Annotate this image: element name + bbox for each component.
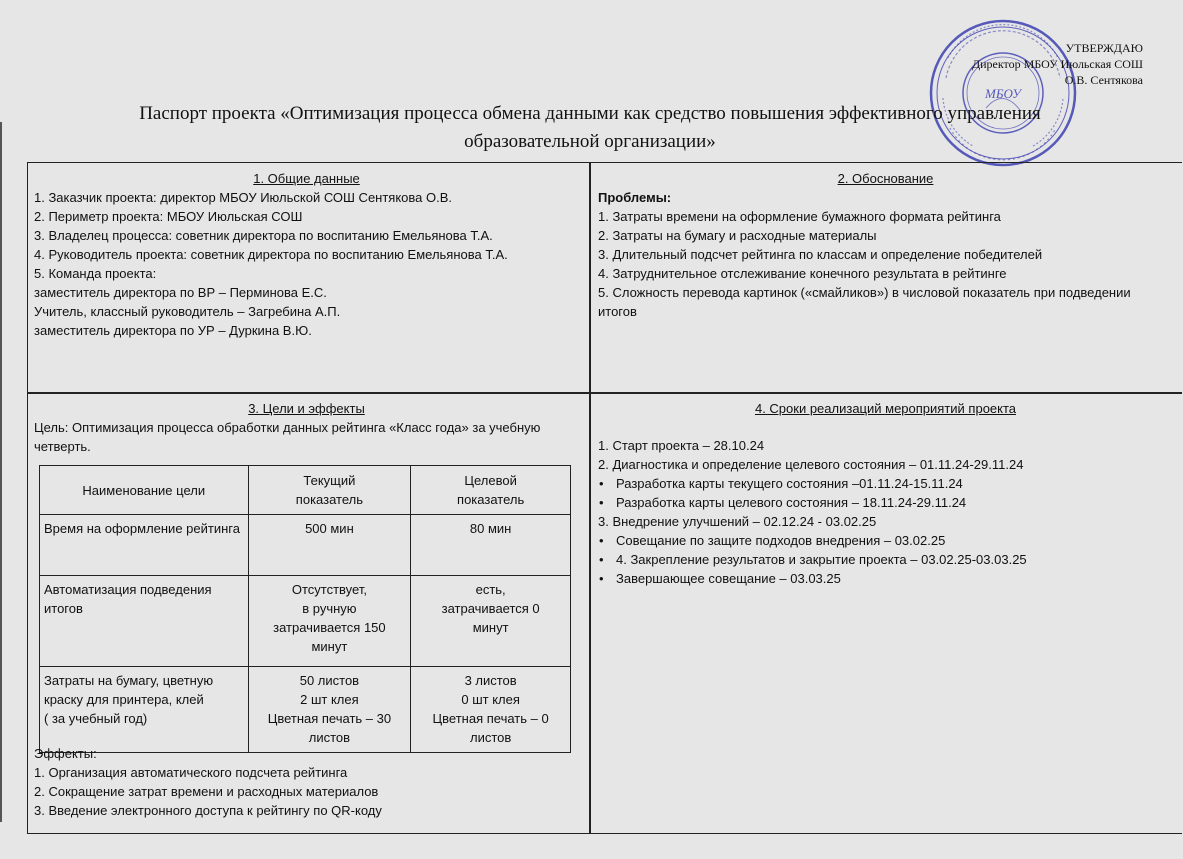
section-heading: 4. Сроки реализаций мероприятий проекта <box>754 401 1017 416</box>
general-line: 3. Владелец процесса: советник директора по воспитанию Емельянова Т.А. <box>34 228 493 243</box>
effect-item: 3. Введение электронного доступа к рейтингу по QR-коду <box>34 803 382 818</box>
general-line: 5. Команда проекта: <box>34 266 157 281</box>
team-member: заместитель директора по ВР – Перминова Е.С. <box>34 285 327 300</box>
team-member: Учитель, классный руководитель – Загребина А.П. <box>34 304 341 319</box>
section-heading: 2. Обоснование <box>837 171 934 186</box>
schedule-bullet-item: • Разработка карты текущего состояния –01.11.24-15.11.24 <box>598 474 1173 493</box>
team-member: заместитель директора по УР – Дуркина В.Ю. <box>34 323 312 338</box>
section-goals-effects <box>34 399 579 456</box>
problems-label: Проблемы: <box>598 190 672 205</box>
problem-item: 2. Затраты на бумагу и расходные материалы <box>598 228 877 243</box>
svg-text:МБОУ: МБОУ <box>985 86 1021 101</box>
document-title <box>70 100 1110 156</box>
general-line: 2. Периметр проекта: МБОУ Июльская СОШ <box>34 209 303 224</box>
table-cell: 80 мин <box>411 515 571 576</box>
grid-divider-vertical <box>589 163 591 833</box>
table-cell: Затраты на бумагу, цветную краску для принтера, клей ( за учебный год) <box>40 667 249 753</box>
section-heading: 1. Общие данные <box>253 171 360 186</box>
title-line-2: образовательной организации» <box>464 131 716 152</box>
effect-item: 2. Сокращение затрат времени и расходных материалов <box>34 784 379 799</box>
table-cell: 3 листов 0 шт клея Цветная печать – 0 листов <box>411 667 571 753</box>
table-cell: Автоматизация подведения итогов <box>40 576 249 667</box>
goal-statement: Цель: Оптимизация процесса обработки данных рейтинга «Класс года» за учебную четверть. <box>34 420 541 454</box>
table-header-cell: Наименование цели <box>40 466 249 515</box>
section-justification <box>598 169 1173 321</box>
general-line: 4. Руководитель проекта: советник директора по воспитанию Емельянова Т.А. <box>34 247 508 262</box>
table-header-cell: Целевой показатель <box>411 466 571 515</box>
goals-table <box>39 465 571 753</box>
section-schedule <box>598 399 1173 588</box>
scan-edge-line <box>0 122 2 822</box>
approval-block <box>972 40 1143 88</box>
approval-title: УТВЕРЖДАЮ <box>1065 41 1143 55</box>
schedule-item: 3. Внедрение улучшений – 02.12.24 - 03.02.25 <box>598 514 877 529</box>
schedule-bullet-item: • Разработка карты целевого состояния – 18.11.24-29.11.24 <box>598 493 1173 512</box>
problem-item: 1. Затраты времени на оформление бумажного формата рейтинга <box>598 209 1001 224</box>
table-cell: 500 мин <box>248 515 411 576</box>
problem-item: 3. Длительный подсчет рейтинга по классам и определение победителей <box>598 247 1043 262</box>
schedule-item: 2. Диагностика и определение целевого состояния – 01.11.24-29.11.24 <box>598 457 1024 472</box>
table-cell: есть, затрачивается 0 минут <box>411 576 571 667</box>
schedule-item: 1. Старт проекта – 28.10.24 <box>598 438 765 453</box>
effect-item: 1. Организация автоматического подсчета рейтинга <box>34 765 348 780</box>
table-row <box>40 576 571 667</box>
grid-divider-horizontal <box>28 392 1182 394</box>
table-row <box>40 515 571 576</box>
title-line-1: Паспорт проекта «Оптимизация процесса обмена данными как средство повышения эффективного управления <box>139 103 1041 124</box>
table-header-row <box>40 466 571 515</box>
table-cell: Время на оформление рейтинга <box>40 515 249 576</box>
schedule-bullet-item: • Совещание по защите подходов внедрения – 03.02.25 <box>598 531 1173 550</box>
table-header-cell: Текущий показатель <box>248 466 411 515</box>
effects-block <box>34 744 579 820</box>
effects-label: Эффекты: <box>34 746 97 761</box>
problem-item: 4. Затруднительное отслеживание конечного результата в рейтинге <box>598 266 1007 281</box>
table-row <box>40 667 571 753</box>
table-cell: Отсутствует, в ручную затрачивается 150 минут <box>248 576 411 667</box>
approval-signatory: О.В. Сентякова <box>1064 73 1143 87</box>
schedule-bullet-item: • Завершающее совещание – 03.03.25 <box>598 569 1173 588</box>
passport-grid <box>27 162 1182 834</box>
problem-item: 5. Сложность перевода картинок («смайликов») в числовой показатель при подведении итогов <box>598 285 1131 319</box>
section-general-data <box>34 169 579 340</box>
approval-position: Директор МБОУ Июльская СОШ <box>971 57 1143 71</box>
table-cell: 50 листов 2 шт клея Цветная печать – 30 листов <box>248 667 411 753</box>
section-heading: 3. Цели и эффекты <box>248 401 365 416</box>
general-line: 1. Заказчик проекта: директор МБОУ Июльской СОШ Сентякова О.В. <box>34 190 453 205</box>
schedule-bullet-item: • 4. Закрепление результатов и закрытие проекта – 03.02.25-03.03.25 <box>598 550 1173 569</box>
